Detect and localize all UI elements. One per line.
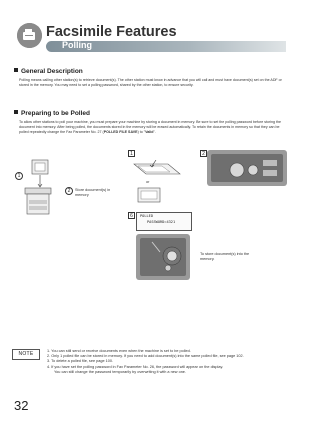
control-panel-illustration (207, 150, 287, 186)
page-number: 32 (14, 398, 29, 413)
section-subtitle: Polling (62, 40, 92, 50)
lcd-display (136, 212, 192, 231)
store-caption: Store document(s) in memory (75, 188, 111, 197)
general-body: Polling means calling other station(s) to retrieve document(s). The other station must know in advance that you will call and must have document(s) set on the ADF or stored in the memory. You may need to set a polling password, shared by the other station, to ensure security. (19, 78, 282, 87)
copier-illustration (24, 158, 52, 218)
callout-1: 1 (15, 172, 23, 180)
note-item: 2. Only 1 polled file can be stored in memory. If you need to add document(s) into the same polled file, see page 102. (47, 354, 244, 359)
note-item: You can still change the password temporarily by overwriting it with a new one. (54, 369, 186, 374)
keypad-illustration (134, 232, 192, 282)
preparing-heading: Preparing to be Polled (14, 110, 90, 117)
lcd-line-1: POLLED (140, 214, 153, 218)
note-item: 4. If you have set the polling password in Fax Parameter No. 26, the password will appear on the display. (47, 364, 224, 369)
lcd-line-2: PASSWORD=4321 (147, 219, 176, 224)
note-label: NOTE (12, 349, 40, 360)
page-title: Facsimile Features (46, 24, 177, 40)
or-label: or (146, 180, 150, 184)
note-item: 3. To delete a polled file, see page 100. (47, 359, 114, 364)
preparing-body: To allow other stations to poll your machine, you must prepare your machine by storing a document in memory. Be sure to set the polling password before storing the document into memory. After being polled, the documents stored in the memory will be erased automatically. To retain the documents in memory so that they can be polled repeatedly change the Fax Parameter No. 27 (POLLED FILE SAVE) to "Valid". (19, 120, 282, 134)
bullet-square-icon (14, 110, 18, 114)
store-caption-2: To store document(s) into the memory. (200, 252, 250, 261)
callout-2: 2 (65, 187, 73, 195)
step-6-number: 6 (128, 212, 135, 219)
step-2-number: 2 (200, 150, 207, 157)
note-item: 1. You can still send or receive documents even when the machine is set to be polled. (47, 349, 191, 353)
document-feeder-illustration (128, 160, 186, 206)
bullet-square-icon (14, 68, 18, 72)
fax-icon (17, 23, 42, 48)
note-list (47, 349, 287, 375)
step-1-number: 1 (128, 150, 135, 157)
general-heading: General Description (14, 68, 83, 75)
